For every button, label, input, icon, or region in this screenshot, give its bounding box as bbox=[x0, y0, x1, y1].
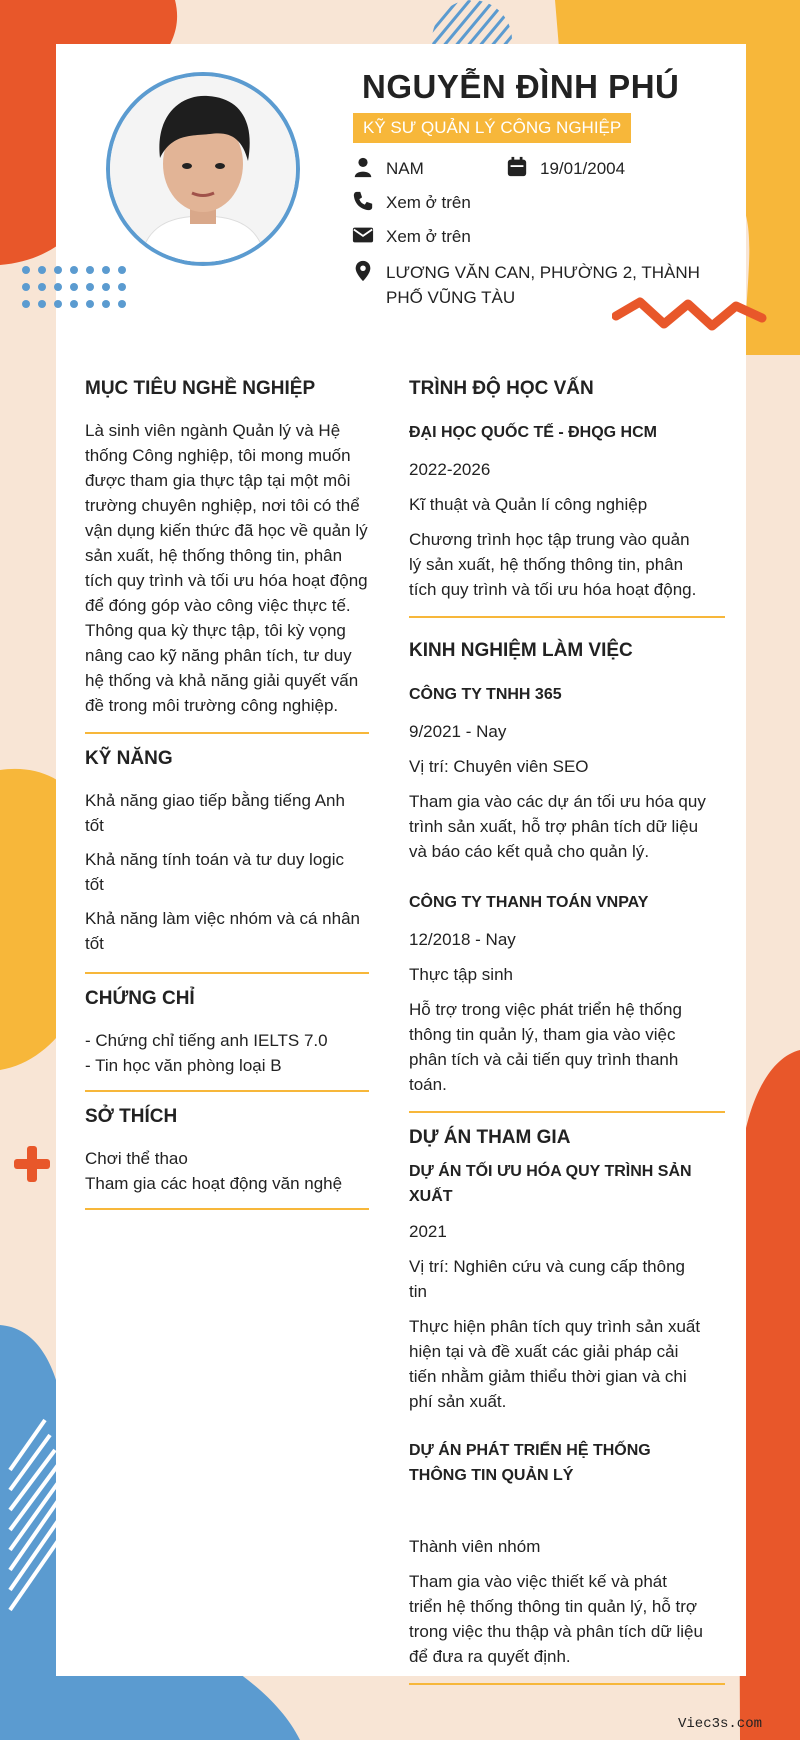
project-year: 2021 bbox=[409, 1222, 447, 1241]
phone-value: Xem ở trên bbox=[386, 193, 471, 212]
right-column bbox=[409, 378, 725, 1685]
phone-icon bbox=[352, 190, 374, 212]
hobbies-heading: SỞ THÍCH bbox=[85, 1106, 178, 1127]
job-role: Thực tập sinh bbox=[409, 965, 513, 984]
plus-shape bbox=[14, 1146, 50, 1182]
gender-row bbox=[352, 156, 424, 181]
projects-heading: DỰ ÁN THAM GIA bbox=[409, 1127, 571, 1148]
project-desc: Tham gia vào việc thiết kế và phát triển hệ thống thông tin quản lý, hỗ trợ trong việc thu thập và phân tích dữ liệu để đưa ra quyết định. bbox=[409, 1572, 703, 1666]
job-entry bbox=[409, 890, 725, 1097]
gender-value: NAM bbox=[386, 159, 424, 178]
portrait-image bbox=[110, 76, 296, 262]
email-row bbox=[352, 224, 471, 249]
job-title-badge: KỸ SƯ QUẢN LÝ CÔNG NGHIỆP bbox=[353, 113, 631, 143]
divider bbox=[85, 1090, 369, 1092]
address-row bbox=[352, 260, 700, 310]
birthday-row bbox=[506, 156, 625, 181]
hobbies-list bbox=[85, 1146, 369, 1196]
job-role: Vị trí: Chuyên viên SEO bbox=[409, 757, 589, 776]
job-desc: Tham gia vào các dự án tối ưu hóa quy trình sản xuất, hỗ trợ phân tích dữ liệu và báo cáo kết quả cho quản lý. bbox=[409, 792, 706, 861]
project-entry bbox=[409, 1159, 725, 1414]
email-value: Xem ở trên bbox=[386, 227, 471, 246]
skills-heading: KỸ NĂNG bbox=[85, 748, 173, 769]
candidate-name: NGUYỄN ĐÌNH PHÚ bbox=[362, 68, 680, 105]
certificates-list bbox=[85, 1028, 369, 1078]
location-pin-icon bbox=[352, 260, 374, 282]
right-red-blob bbox=[738, 1050, 800, 1740]
objective-text: Là sinh viên ngành Quản lý và Hệ thống Công nghiệp, tôi mong muốn được tham gia thực tập tại một môi trường chuyên nghiệp, nơi tôi có thể vận dụng kiến thức đã học về quản lý sản xuất, hệ thống thông tin, phân tích quy trình và tối ưu hóa hoạt động để đóng góp vào công việc thực tế. Thông qua kỳ thực tập, tôi kỳ vọng nâng cao kỹ năng phân tích, tư duy hệ thống và khả năng giải quyết vấn đề trong môi trường công nghiệp. bbox=[85, 421, 368, 715]
skill-item: Khả năng giao tiếp bằng tiếng Anh tốt bbox=[85, 791, 345, 835]
objective-heading: MỤC TIÊU NGHỀ NGHIỆP bbox=[85, 378, 316, 399]
divider bbox=[85, 1208, 369, 1210]
certificate-item: - Tin học văn phòng loại B bbox=[85, 1056, 282, 1075]
hobby-item: Chơi thể thao bbox=[85, 1149, 188, 1168]
project-role: Vị trí: Nghiên cứu và cung cấp thông tin bbox=[409, 1257, 685, 1301]
education-desc: Chương trình học tập trung vào quản lý sản xuất, hệ thống thông tin, phân tích quy trình và tối ưu hóa hoạt động. bbox=[409, 530, 697, 599]
project-name: DỰ ÁN TỐI ƯU HÓA QUY TRÌNH SẢN XUẤT bbox=[409, 1163, 692, 1205]
certificate-item: - Chứng chỉ tiếng anh IELTS 7.0 bbox=[85, 1031, 328, 1050]
skill-item: Khả năng tính toán và tư duy logic tốt bbox=[85, 850, 345, 894]
divider bbox=[409, 1111, 725, 1113]
job-entry bbox=[409, 682, 725, 864]
address-value: LƯƠNG VĂN CAN, PHƯỜNG 2, THÀNH PHỐ VŨNG TÀU bbox=[386, 263, 700, 307]
project-entry bbox=[409, 1438, 725, 1669]
person-icon bbox=[352, 156, 374, 178]
job-period: 12/2018 - Nay bbox=[409, 930, 516, 949]
divider bbox=[85, 732, 369, 734]
left-column bbox=[85, 378, 369, 1210]
calendar-icon bbox=[506, 156, 528, 178]
company-name: CÔNG TY THANH TOÁN VNPAY bbox=[409, 894, 649, 911]
divider bbox=[85, 972, 369, 974]
job-period: 9/2021 - Nay bbox=[409, 722, 507, 741]
project-role: Thành viên nhóm bbox=[409, 1537, 541, 1556]
education-heading: TRÌNH ĐỘ HỌC VẤN bbox=[409, 378, 594, 399]
divider bbox=[409, 616, 725, 618]
school-name: ĐẠI HỌC QUỐC TẾ - ĐHQG HCM bbox=[409, 424, 657, 441]
dot-grid bbox=[18, 262, 138, 312]
certificates-heading: CHỨNG CHỈ bbox=[85, 988, 195, 1009]
mail-icon bbox=[352, 224, 374, 246]
skill-item: Khả năng làm việc nhóm và cá nhân tốt bbox=[85, 909, 361, 953]
company-name: CÔNG TY TNHH 365 bbox=[409, 686, 562, 703]
watermark: Viec3s.com bbox=[677, 1716, 762, 1732]
phone-row bbox=[352, 190, 471, 215]
experience-heading: KINH NGHIỆM LÀM VIỆC bbox=[409, 640, 633, 661]
education-major: Kĩ thuật và Quản lí công nghiệp bbox=[409, 495, 648, 514]
education-period: 2022-2026 bbox=[409, 460, 491, 479]
hobby-item: Tham gia các hoạt động văn nghệ bbox=[85, 1174, 343, 1193]
avatar bbox=[106, 72, 300, 266]
job-desc: Hỗ trợ trong việc phát triển hệ thống thông tin quản lý, tham gia vào việc phân tích và cải tiến quy trình thanh toán. bbox=[409, 1000, 682, 1094]
project-name: DỰ ÁN PHÁT TRIỂN HỆ THỐNG THÔNG TIN QUẢN LÝ bbox=[409, 1442, 651, 1484]
divider bbox=[409, 1683, 725, 1685]
birthday-value: 19/01/2004 bbox=[540, 159, 626, 178]
project-desc: Thực hiện phân tích quy trình sản xuất hiện tại và đề xuất các giải pháp cải tiến nhằm giảm thiểu thời gian và chi phí sản xuất. bbox=[409, 1317, 701, 1411]
